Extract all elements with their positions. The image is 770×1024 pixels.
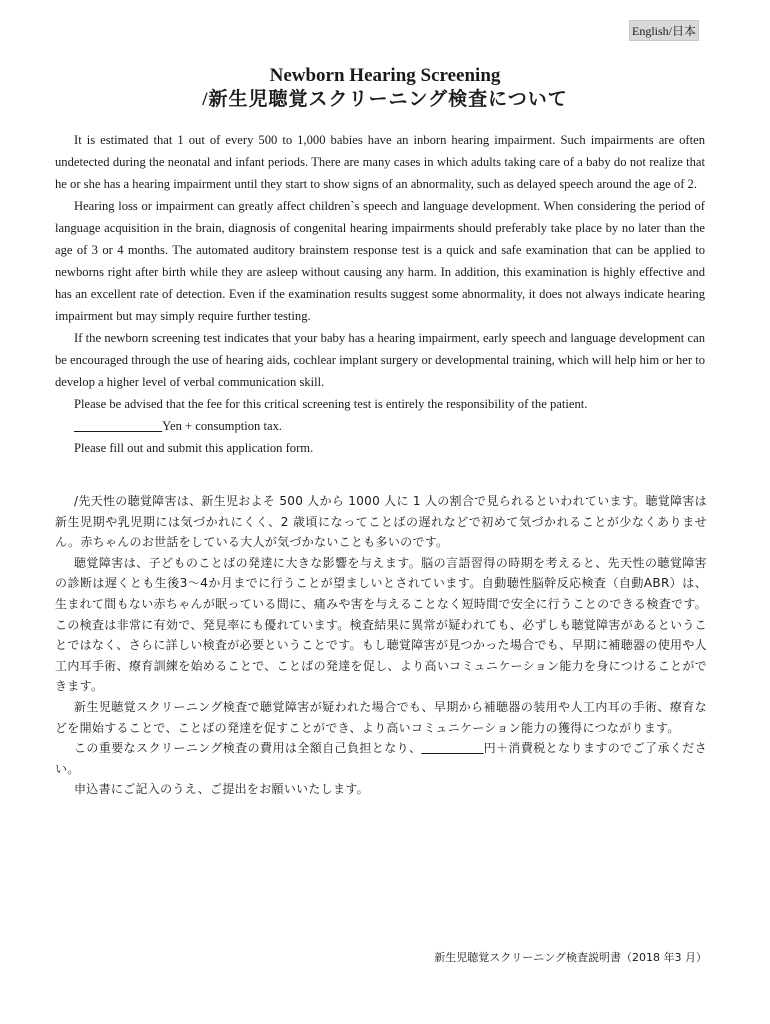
japanese-paragraph-1: /先天性の聴覚障害は、新生児およそ 500 人から 1000 人に 1 人の割合で見られるといわれています。聴覚障害は新生児期や乳児期には気づかれにくく、2 歳頃になってことばの遅れなどで初めて気づかれることが少なくありません。赤ちゃんのお世話をしている大人が気づかないことも多いのです。 (55, 494, 707, 550)
english-paragraph-3: If the newborn screening test indicates that your baby has a hearing impairment, early speech and language development can be encouraged through the use of hearing aids, cochlear implant surgery or developmental training, which will help him or her to develop a higher level of verbal communication skill. (55, 331, 705, 389)
japanese-paragraph-2: 聴覚障害は、子どものことばの発達に大きな影響を与えます。脳の言語習得の時期を考えると、先天性の聴覚障害の診断は遅くとも生後3〜4か月までに行うことが望ましいとされています。自動聴性脳幹反応検査（自動ABR）は、生まれて間もない赤ちゃんが眠っている間に、痛みや害を与えることなく短時間で安全に行うことのできる検査です。この検査は非常に有効で、発見率にも優れています。検査結果に異常が疑われても、必ずしも聴覚障害があるということではなく、さらに詳しい検査が必要ということです。もし聴覚障害が見つかった場合でも、早期に補聴器の使用や人工内耳手術、療育訓練を始めることで、ことばの発達を促し、より高いコミュニケーション能力を身につけることができます。 (55, 555, 707, 694)
title-japanese: /新生児聴覚スクリーニング検査について (202, 89, 568, 110)
title-english: Newborn Hearing Screening (269, 65, 501, 86)
japanese-paragraph-3: 新生児聴覚スクリーニング検査で聴覚障害が疑われた場合でも、早期から補聴器の装用や人工内耳の手術、療育などを開始することで、ことばの発達を促すことができ、より高いコミュニケーション能力の獲得につながります。 (55, 699, 707, 735)
japanese-section (55, 491, 707, 800)
english-paragraph-6: Please fill out and submit this application form. (74, 441, 314, 455)
japanese-paragraph-5: 申込書にご記入のうえ、ご提出をお願いいたします。 (74, 782, 369, 797)
japanese-fee-line (55, 738, 707, 779)
japanese-fee-pre: この重要なスクリーニング検査の費用は全額自己負担となり、 (74, 741, 422, 756)
japanese-fee-blank: ＿＿＿＿＿ (421, 741, 484, 756)
english-paragraph-2: Hearing loss or impairment can greatly affect children`s speech and language development. When considering the period of language acquisition in the brain, diagnosis of congenital hearing impairments should preferably take place by no later than the age of 3 or 4 months. The automated auditory brainstem response test is a quick and safe examination that can be applied to newborns right after birth while they are asleep without causing any harm. In addition, this examination is highly effective and has an excellent rate of detection. Even if the examination results suggest some abnormality, it does not always indicate hearing impairment but may simply require further testing. (55, 199, 705, 323)
fee-blank: ＿＿＿＿＿＿＿ (74, 419, 163, 433)
fee-text: Yen + consumption tax. (162, 419, 283, 433)
japanese-fee-post: 円＋消費税となりますのでご了承ください。 (55, 741, 707, 776)
language-label: English/日本 (629, 20, 699, 41)
page-title (0, 64, 770, 112)
english-paragraph-1: It is estimated that 1 out of every 500 to 1,000 babies have an inborn hearing impairment. Such impairments are often undetected during the neonatal and infant periods. There are many cases in which adults taking care of a baby do not realize that he or she has a hearing impairment until they start to show signs of an abnormality, such as delayed speech around the age of 2. (55, 133, 705, 191)
footer-note: 新生児聴覚スクリーニング検査説明書（2018 年3 月） (434, 951, 707, 964)
english-section (55, 129, 705, 459)
english-fee-line (55, 415, 705, 437)
english-paragraph-4: Please be advised that the fee for this critical screening test is entirely the responsibility of the patient. (74, 397, 588, 411)
